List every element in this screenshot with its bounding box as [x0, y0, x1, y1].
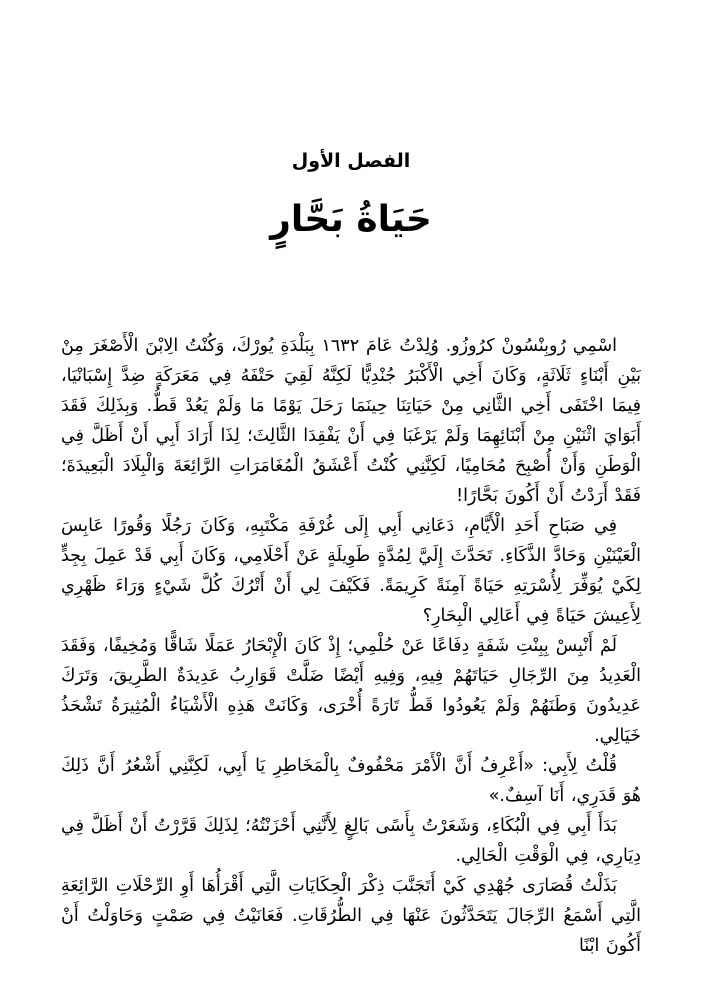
- paragraph: قُلْتُ لِأَبِي: «أَعْرِفُ أَنَّ الْأَمْرَ مَحْفُوفٌ بِالْمَخَاطِرِ يَا أَبِي، لَكِنَّنِي أَشْعُرُ أَنَّ ذَلِكَ هُوَ قَدَرِي، أَنَا آسِفٌ.»: [61, 756, 641, 807]
- paragraph: بَدَأَ أَبِي فِي الْبُكَاءِ، وَشَعَرْتُ بِأَسًى بَالِغٍ لِأَنَّنِي أَحْزَنْتُهُ؛ لِذَلِكَ قَرَّرْتُ أَنْ أَظَلَّ فِي دِيَارِي، فِي الْوَقْتِ الْحَالِي.: [61, 816, 641, 867]
- paragraph: اسْمِي رُوبِنْسُونْ كرُوزُو. وُلِدْتُ عَامَ ١٦٣٢ بِبَلْدَةِ يُورْكَ، وَكُنْتُ الِابْنَ الْأَصْغَرَ مِنْ بَيْنِ أَبْنَاءٍ ثَلَاثَةٍ، وَكَانَ أَخِي الْأَكْبَرُ جُنْدِيًّا لَكِنَّهُ لَقِيَ حَتْفَهُ فِي مَعَرَكَةٍ ضِدَّ إِسْبَانْيَا، فِيمَا اخْتَفَى أَخِي الثَّانِي مِنْ حَيَاتِنَا حِينَمَا رَحَلَ يَوْمًا مَا وَلَمْ يَعُدْ قَطُّ. وَبِذَلِكَ فَقَدَ أَبَوَايَ اثْنَيْنِ مِنْ أَبْنَائِهِمَا وَلَمْ يَرْغَبَا فِي أَنْ يَفْقِدَا الثَّالِثَ؛ لِذَا أَرَادَ أَبِي أَنْ أَظَلَّ فِي الْوَطَنِ وَأَنْ أُصْبِحَ مُحَامِيًا، لَكِنَّنِي كُنْتُ أَعْشَقُ الْمُغَامَرَاتِ الرَّائِعَةَ وَالْبِلَادَ الْبَعِيدَةَ؛ فَقَدْ أَرَدْتُ أَنْ أَكُونَ بَحَّارًا!: [61, 336, 641, 507]
- chapter-title: حَيَاةُ بَحَّارٍ: [270, 198, 432, 240]
- paragraph: لَمْ أَنْبِسْ بِبِنْتِ شَفَةٍ دِفَاعًا عَنْ حُلْمِي؛ إِذْ كَانَ الْإِبْحَارُ عَمَلًا شَاقًّا وَمُخِيفًا، وَفَقَدَ الْعَدِيدُ مِنَ الرِّجَالِ حَيَاتَهُمْ فِيهِ، وَفِيهِ أَيْضًا ضَلَّتْ قَوَارِبُ عَدِيدَةٌ الطَّرِيقَ، وَتَرَكَ عَدِيدُونَ وَطَنَهُمْ وَلَمْ يَعُودُوا قَطُّ تَارَةً أُخْرَى، وَكَانَتْ هَذِهِ الْأَشْيَاءُ الْمُثِيرَةُ تَشْحَذُ خَيَالِي.: [61, 636, 641, 747]
- paragraph: بَذَلْتُ قُصَارَى جُهْدِي كَيْ أَتَجَنَّبَ ذِكْرَ الْحِكَايَاتِ الَّتِي أَقْرَأُهَا أَوِ الرِّحْلَاتِ الرَّائِعَةِ الَّتِي أَسْمَعُ الرِّجَالَ يَتَحَدَّثُونَ عَنْهَا فِي الطُّرُقَاتِ. فَعَانَيْتُ فِي صَمْتٍ وَحَاوَلْتُ أَنْ أَكُونَ ابْنًا: [61, 876, 641, 957]
- body-text: [0, 243, 702, 961]
- paragraph: فِي صَبَاحِ أَحَدِ الْأَيَّامِ، دَعَانِي أَبِي إِلَى غُرْفَةِ مَكْتَبِهِ، وَكَانَ رَجُلًا وَقُورًا عَابِسَ الْعَيْنَيْنِ وَحَادَّ الذَّكَاءِ. تَحَدَّثَ إِلَيَّ لِمُدَّةٍ طَوِيلَةٍ عَنْ أَحْلَامِي، وَكَانَ أَبِي قَدْ عَمِلَ بِجِدٍّ لِكَيْ يُوَفِّرَ لِأُسْرَتِهِ حَيَاةً آمِنَةً كَرِيمَةً. فَكَيْفَ لِي أَنْ أَتْرُكَ كُلَّ شَيْءٍ وَرَاءَ ظَهْرِي لِأَعِيشَ حَيَاةً فِي أَعَالِي الْبِحَارِ؟: [61, 516, 641, 627]
- chapter-heading: الفصل الأول: [291, 150, 411, 172]
